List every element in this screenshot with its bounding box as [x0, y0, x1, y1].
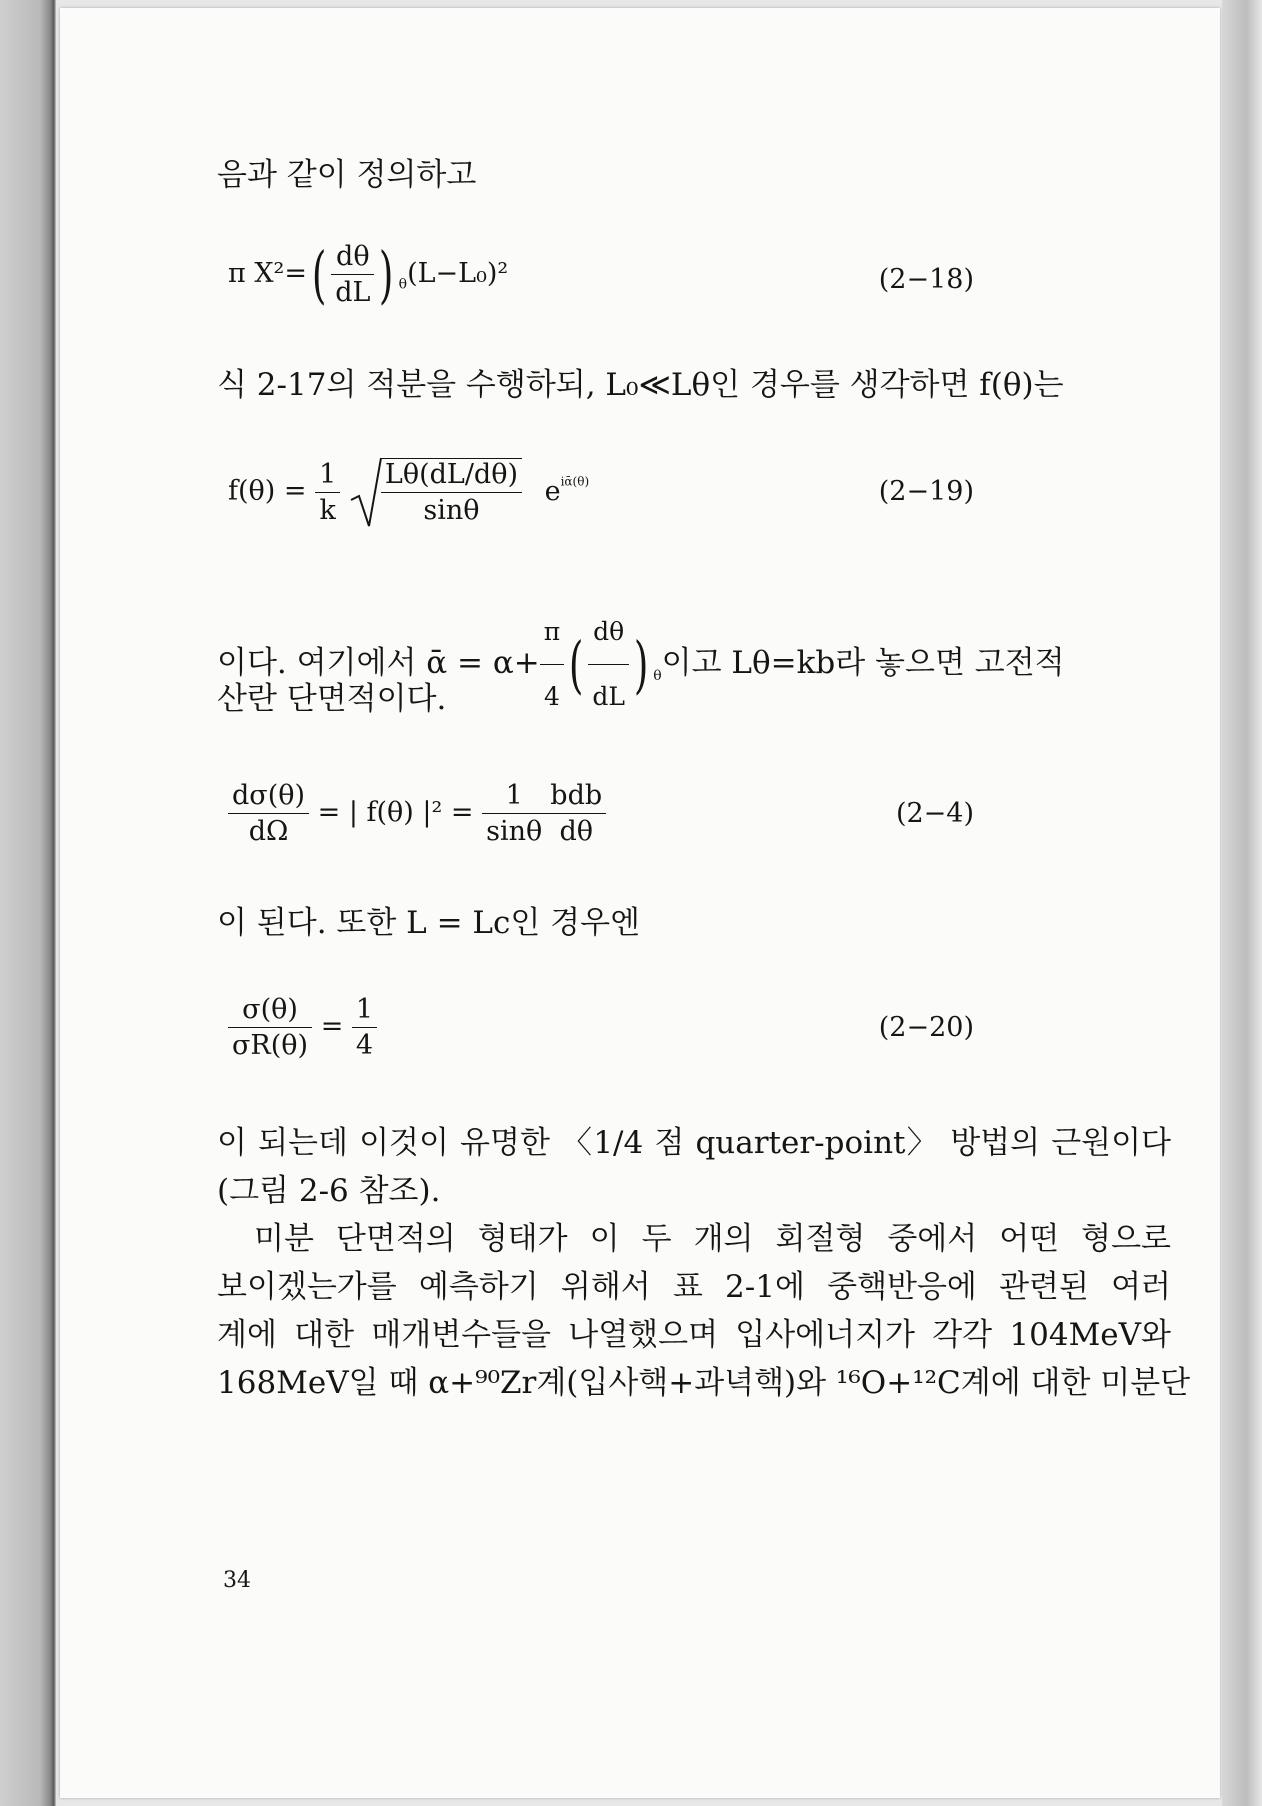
numerator: 1: [315, 459, 340, 493]
text-line: 이 되는데 이것이 유명한 〈1/4 점 quarter-point〉 방법의 근원이다: [217, 1125, 1171, 1161]
radical-sign: [349, 456, 383, 528]
numerator: Lθ(dL/dθ): [381, 459, 522, 493]
equation-number: (2−18): [878, 264, 974, 295]
book-page: [60, 8, 1220, 1798]
numerator: 1: [352, 994, 377, 1028]
equation-2-4: [228, 780, 606, 847]
book-spine-edge: [0, 0, 56, 1806]
fraction: [482, 780, 546, 847]
eq-lhs: f(θ) =: [228, 475, 307, 507]
right-paren: ): [633, 627, 649, 701]
numerator: σ(θ): [228, 994, 312, 1028]
book-page-edge: [1222, 0, 1262, 1806]
denominator: dL: [592, 682, 626, 711]
denominator: dΩ: [248, 816, 289, 847]
denominator: sinθ: [486, 816, 543, 847]
denominator: dθ: [559, 816, 593, 847]
left-paren: (: [569, 627, 584, 701]
text-segment: 이다. 여기에서 ᾱ = α+: [217, 645, 540, 681]
fraction: [331, 241, 374, 308]
fraction: [540, 602, 564, 727]
fraction: [381, 458, 522, 526]
eq-middle: = | f(θ) |² =: [317, 797, 474, 828]
denominator: 4: [544, 682, 560, 711]
equation-2-20: [228, 994, 377, 1061]
text-line: 보이겠는가를 예측하기 위해서 표 2-1에 중핵반응에 관련된 여러: [217, 1269, 1171, 1305]
equation-2-19: [228, 456, 589, 528]
subscript: θ: [398, 276, 408, 293]
denominator: 4: [355, 1030, 374, 1061]
denominator: σR(θ): [232, 1030, 309, 1061]
paragraph-first-line: 미분 단면적의 형태가 이 두 개의 회절형 중에서 어떤 형으로: [254, 1221, 1171, 1257]
exp-base: e: [544, 475, 561, 507]
subscript: θ: [653, 668, 662, 685]
text-line: 음과 같이 정의하고: [217, 157, 477, 193]
text-line: (그림 2-6 참조).: [217, 1173, 441, 1209]
eq-tail: (L−L₀)²: [407, 258, 509, 289]
numerator: 1: [482, 780, 546, 814]
numerator: dθ: [331, 241, 374, 275]
numerator: π: [540, 602, 564, 665]
text-line: 이 된다. 또한 L = Lc인 경우엔: [217, 905, 640, 941]
numerator: dθ: [588, 602, 629, 665]
numerator: dσ(θ): [228, 780, 309, 814]
text-line: 산란 단면적이다.: [217, 681, 447, 717]
fraction: [352, 994, 377, 1061]
fraction: [588, 602, 629, 727]
equation-2-18: [228, 238, 508, 311]
right-paren: ): [379, 238, 394, 311]
denominator: sinθ: [423, 495, 480, 526]
text-segment: 이고 Lθ=kb라 놓으면 고전적: [661, 645, 1065, 681]
fraction: [315, 459, 340, 526]
equation-number: (2−20): [878, 1012, 974, 1043]
equals-sign: =: [320, 1011, 344, 1042]
left-paren: (: [311, 238, 327, 311]
text-line: 계에 대한 매개변수들을 나열했으며 입사에너지가 각각 104MeV와: [217, 1317, 1171, 1353]
denominator: dL: [335, 277, 371, 308]
eq-lhs: π X²=: [228, 258, 307, 289]
fraction: [546, 780, 606, 847]
equation-number: (2−19): [878, 476, 974, 507]
numerator: bdb: [546, 780, 606, 814]
square-root: [349, 456, 522, 528]
text-line: 식 2-17의 적분을 수행하되, L₀≪Lθ인 경우를 생각하면 f(θ)는: [217, 367, 1064, 403]
superscript: iᾱ(θ): [560, 474, 590, 489]
equation-number: (2−4): [895, 798, 974, 829]
text-line: 168MeV일 때 α+⁹⁰Zr계(입사핵+과녁핵)와 ¹⁶O+¹²C계에 대한 미분단: [217, 1365, 1191, 1401]
fraction: [228, 994, 312, 1061]
fraction: [228, 780, 309, 847]
page-number: 34: [223, 1568, 251, 1593]
denominator: k: [319, 494, 336, 526]
